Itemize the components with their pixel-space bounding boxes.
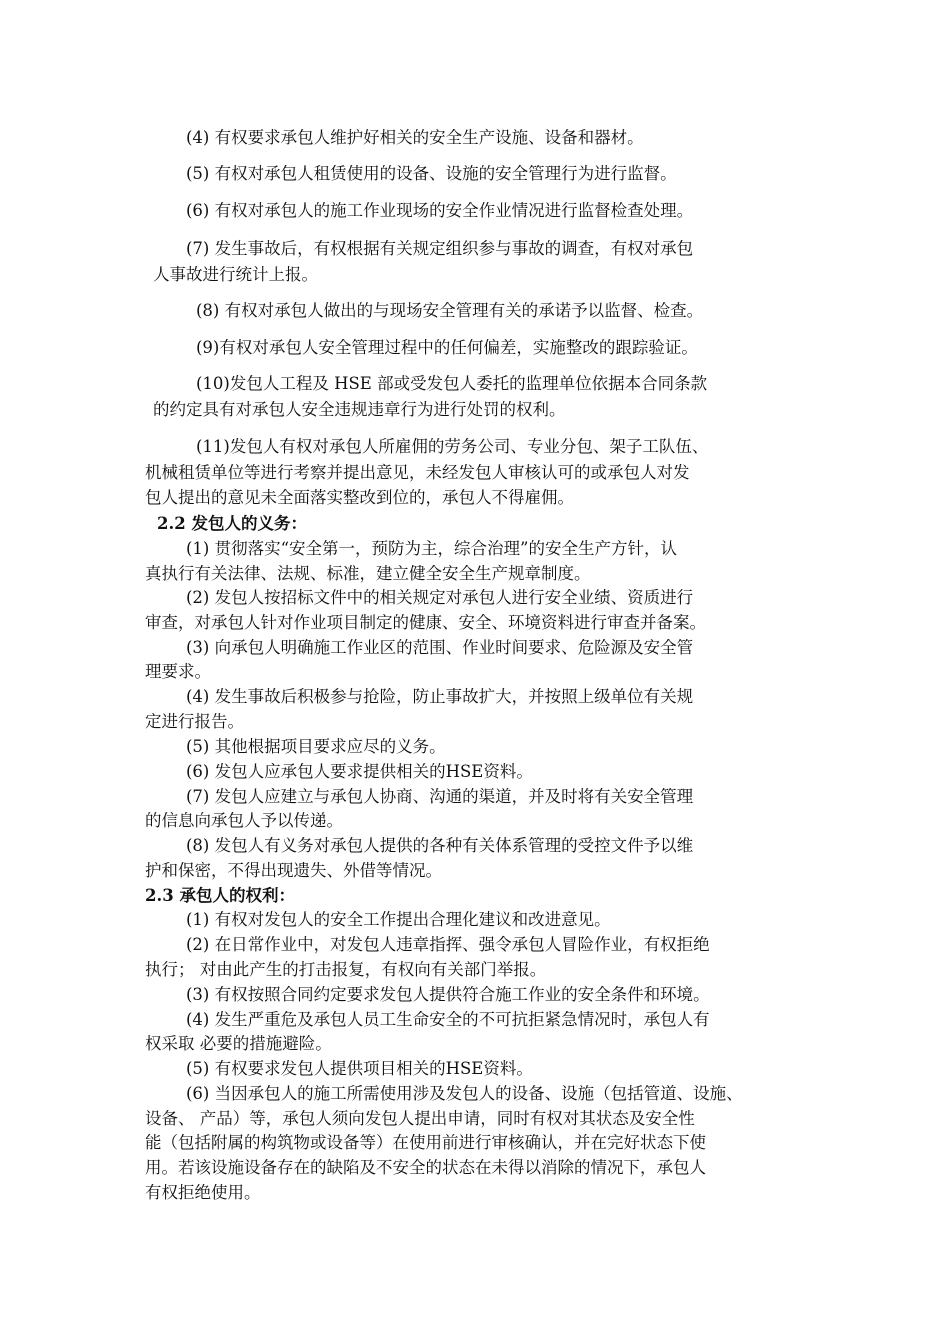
text-line: 审查，对承包人针对作业项目制定的健康、安全、环境资料进行审查并备案。 bbox=[145, 613, 706, 632]
text-line: 能（包括附属的构筑物或设备等）在使用前进行审核确认，并在完好状态下使 bbox=[145, 1133, 706, 1152]
section-heading: 2.3 承包人的权利： bbox=[145, 886, 295, 905]
text-line: (6) 发包人应承包人要求提供相关的HSE资料。 bbox=[186, 762, 533, 781]
text-line: 执行； 对由此产生的打击报复，有权向有关部门举报。 bbox=[145, 960, 547, 979]
text-line: (9)有权对承包人安全管理过程中的任何偏差，实施整改的跟踪验证。 bbox=[196, 338, 698, 357]
text-line: 机械租赁单位等进行考察并提出意见，未经发包人审核认可的或承包人对发 bbox=[145, 463, 690, 482]
text-line: 护和保密，不得出现遗失、外借等情况。 bbox=[145, 861, 442, 880]
text-line: 真执行有关法律、法规、标准，建立健全安全生产规章制度。 bbox=[145, 564, 591, 583]
text-line: 权采取 必要的措施避险。 bbox=[145, 1034, 332, 1053]
text-line: 用。若该设施设备存在的缺陷及不安全的状态在未得以消除的情况下，承包人 bbox=[145, 1158, 706, 1177]
text-line: (5) 有权对承包人租赁使用的设备、设施的安全管理行为进行监督。 bbox=[186, 164, 677, 183]
section-heading: 2.2 发包人的义务： bbox=[157, 514, 307, 533]
text-line: 设备、 产品）等，承包人须向发包人提出申请，同时有权对其状态及安全性 bbox=[145, 1109, 695, 1128]
text-line: 定进行报告。 bbox=[145, 712, 244, 731]
text-line: (3) 向承包人明确施工作业区的范围、作业时间要求、危险源及安全管 bbox=[186, 638, 694, 657]
text-line: 有权拒绝使用。 bbox=[145, 1183, 261, 1202]
text-line: 理要求。 bbox=[145, 662, 211, 681]
text-line: 包人提出的意见未全面落实整改到位的，承包人不得雇佣。 bbox=[145, 488, 574, 507]
text-line: 人事故进行统计上报。 bbox=[153, 265, 318, 284]
text-line: (5) 有权要求发包人提供项目相关的HSE资料。 bbox=[186, 1059, 533, 1078]
text-line: (2) 发包人按招标文件中的相关规定对承包人进行安全业绩、资质进行 bbox=[186, 588, 694, 607]
text-line: (11)发包人有权对承包人所雇佣的劳务公司、专业分包、架子工队伍、 bbox=[196, 437, 709, 456]
text-line: (6) 有权对承包人的施工作业现场的安全作业情况进行监督检查处理。 bbox=[186, 201, 694, 220]
text-line: (6) 当因承包人的施工所需使用涉及发包人的设备、设施（包括管道、设施、 bbox=[186, 1084, 743, 1103]
text-line: 的约定具有对承包人安全违规违章行为进行处罚的权利。 bbox=[153, 400, 566, 419]
text-line: (1) 有权对发包人的安全工作提出合理化建议和改进意见。 bbox=[186, 910, 611, 929]
text-line: (4) 发生严重危及承包人员工生命安全的不可抗拒紧急情况时，承包人有 bbox=[186, 1010, 710, 1029]
text-line: (4) 发生事故后积极参与抢险，防止事故扩大，并按照上级单位有关规 bbox=[186, 687, 694, 706]
text-line: (5) 其他根据项目要求应尽的义务。 bbox=[186, 737, 446, 756]
text-line: 的信息向承包人予以传递。 bbox=[145, 811, 343, 830]
text-line: (1) 贯彻落实“安全第一，预防为主，综合治理”的安全生产方针，认 bbox=[186, 539, 677, 558]
text-line: (2) 在日常作业中，对发包人违章指挥、强令承包人冒险作业，有权拒绝 bbox=[186, 935, 710, 954]
text-line: (8) 有权对承包人做出的与现场安全管理有关的承诺予以监督、检查。 bbox=[196, 301, 704, 320]
text-line: (8) 发包人有义务对承包人提供的各种有关体系管理的受控文件予以维 bbox=[186, 836, 694, 855]
text-line: (7) 发包人应建立与承包人协商、沟通的渠道，并及时将有关安全管理 bbox=[186, 787, 694, 806]
text-line: (7) 发生事故后，有权根据有关规定组织参与事故的调查，有权对承包 bbox=[186, 239, 694, 258]
text-line: (10)发包人工程及 HSE 部或受发包人委托的监理单位依据本合同条款 bbox=[196, 374, 708, 393]
text-line: (3) 有权按照合同约定要求发包人提供符合施工作业的安全条件和环境。 bbox=[186, 985, 710, 1004]
text-line: (4) 有权要求承包人维护好相关的安全生产设施、设备和器材。 bbox=[186, 128, 644, 147]
